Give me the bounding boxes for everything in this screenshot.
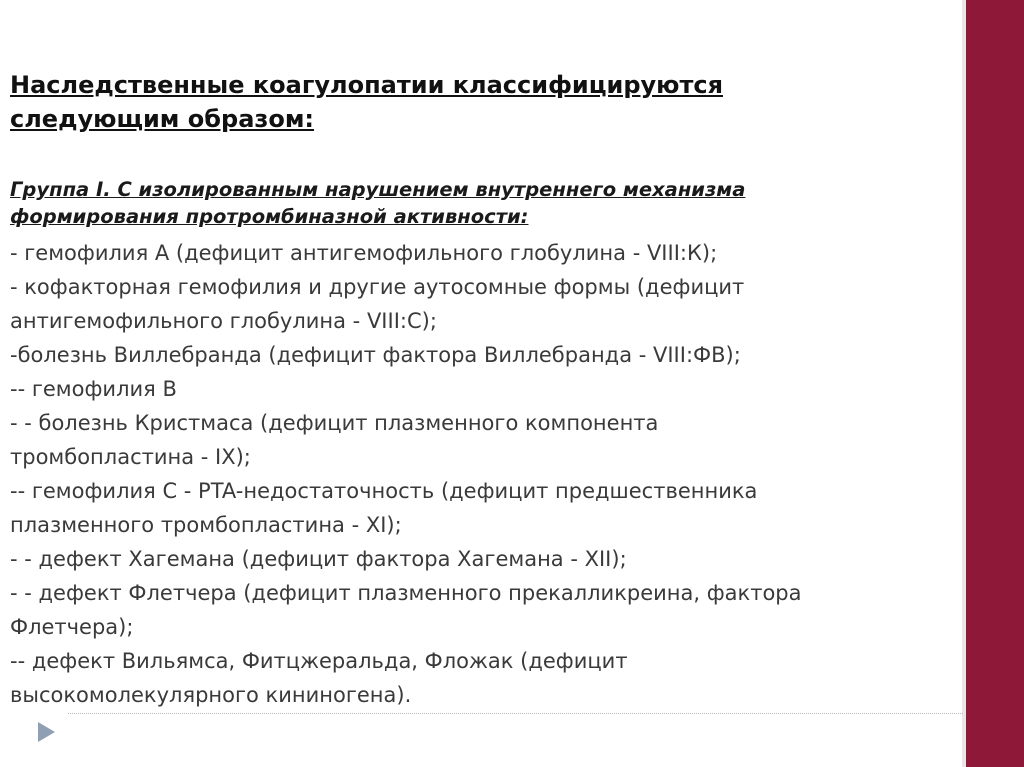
item-list (10, 236, 955, 712)
list-item: -- гемофилия В (10, 377, 177, 401)
list-item: - гемофилия А (дефицит антигемофильного глобулина - VIII:К); (10, 241, 718, 265)
slide-title (10, 68, 955, 136)
list-item: - - дефект Флетчера (дефицит плазменного прекалликреина, фактора (10, 581, 802, 605)
title-line-2: следующим образом: (10, 105, 315, 133)
list-item: -болезнь Виллебранда (дефицит фактора Виллебранда - VIII:ФВ); (10, 343, 741, 367)
list-item: плазменного тромбопластина - XI); (10, 513, 402, 537)
list-item: - кофакторная гемофилия и другие аутосомные формы (дефицит (10, 275, 745, 299)
list-item: высокомолекулярного кининогена). (10, 683, 412, 707)
accent-bar (966, 0, 1024, 767)
list-item: - - болезнь Кристмаса (дефицит плазменного компонента (10, 411, 659, 435)
slide-content (10, 68, 955, 712)
list-item: антигемофильного глобулина - VIII:С); (10, 309, 437, 333)
list-item: -- гемофилия С - PTA-недостаточность (дефицит предшественника (10, 479, 758, 503)
group-heading (10, 176, 955, 230)
list-item: Флетчера); (10, 615, 134, 639)
list-item: тромбопластина - IX); (10, 445, 251, 469)
list-item: -- дефект Вильямса, Фитцжеральда, Фложак (дефицит (10, 649, 628, 673)
group-line-2: формирования протромбиназной активности: (10, 205, 529, 228)
play-arrow-icon[interactable] (38, 722, 55, 742)
title-line-1: Наследственные коагулопатии классифицируются (10, 71, 724, 99)
list-item: - - дефект Хагемана (дефицит фактора Хагемана - XII); (10, 547, 627, 571)
footer-divider (68, 713, 963, 714)
group-line-1: Группа I. С изолированным нарушением внутреннего механизма (10, 178, 746, 201)
